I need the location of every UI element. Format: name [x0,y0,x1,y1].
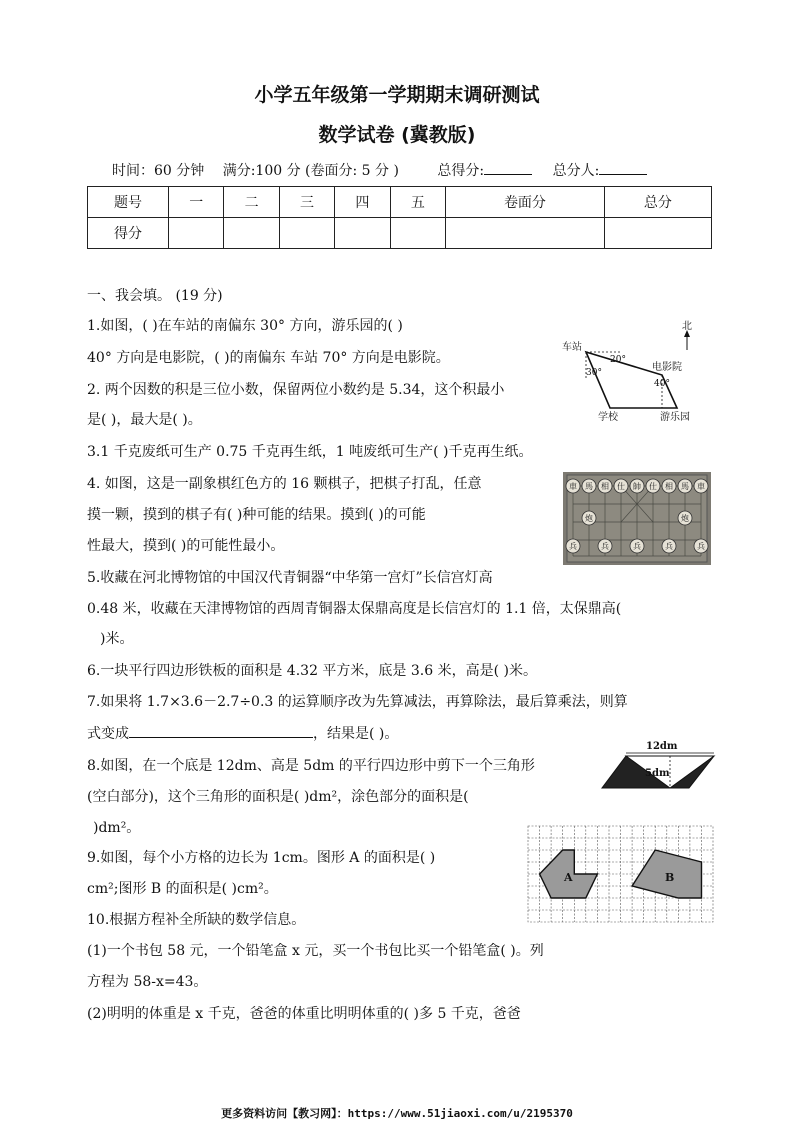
scorer-label: 总分人: [552,163,600,179]
question-9-line-1: 9.如图，每个小方格的边长为 1cm。图形 A 的面积是( ) [87,850,436,866]
question-2-line-2: 是( )，最大是( )。 [87,412,202,428]
question-4-line-2: 摸一颗，摸到的棋子有( )种可能的结果。摸到( )的可能 [87,507,426,523]
question-10-1-line-2: 方程为 58-x=43。 [87,974,208,990]
chess-piece-label: 仕 [617,482,625,491]
chess-piece-label: 馬 [681,482,689,491]
question-2-line-1: 2. 两个因数的积是三位小数，保留两位小数约是 5.34，这个积最小 [87,382,505,398]
table-header-cell: 卷面分 [446,187,605,218]
exam-full-score: 满分:100 分 (卷面分: 5 分 ) [222,163,399,179]
question-9-line-2: cm²;图形 B 的面积是( )cm²。 [87,881,278,897]
chess-piece-label: 炮 [585,514,593,523]
answer-underline[interactable] [129,723,313,738]
table-header-cell: 五 [390,187,445,218]
question-7-line-1: 7.如果将 1.7×3.6－2.7÷0.3 的运算顺序改为先算减法，再算除法，最后算乘法，则算 [87,694,628,710]
angle-20-label: 20° [610,355,626,365]
angle-30-label: 30° [586,368,602,378]
chess-piece-label: 仕 [649,482,657,491]
chess-piece-label: 炮 [681,514,689,523]
chess-piece-label: 車 [569,482,577,491]
height-label: 5dm [645,768,670,779]
direction-map-figure [562,320,712,425]
table-header-cell: 二 [224,187,279,218]
question-5-line-1: 5.收藏在河北博物馆的中国汉代青铜器“中华第一宫灯”长信宫灯高 [87,570,493,586]
score-cell[interactable] [446,218,605,249]
question-3: 3.1 千克废纸可生产 0.75 千克再生纸，1 吨废纸可生产( )千克再生纸。 [87,444,533,460]
shape-a-label: A [564,871,573,884]
chess-piece-label: 車 [697,482,705,491]
chess-piece-label: 兵 [665,542,673,551]
score-table-header-row [88,187,712,218]
score-cell[interactable] [169,218,224,249]
question-4-line-1: 4. 如图，这是一副象棋红色方的 16 颗棋子，把棋子打乱，任意 [87,476,482,492]
question-8-line-3: )dm²。 [93,820,141,836]
question-6: 6.一块平行四边形铁板的面积是 4.32 平方米，底是 3.6 米，高是( )米。 [87,663,537,679]
score-row-label: 得分 [88,218,169,249]
base-label: 12dm [646,741,678,752]
parallelogram-figure [600,738,718,792]
score-cell[interactable] [279,218,334,249]
scorer-blank [599,160,647,175]
question-8-line-1: 8.如图，在一个底是 12dm、高是 5dm 的平行四边形中剪下一个三角形 [87,758,535,774]
question-7-prefix: 式变成 [87,726,129,742]
grid-figure [527,825,714,923]
park-label: 游乐园 [660,412,690,423]
chess-piece-label: 兵 [569,542,577,551]
school-label: 学校 [598,412,618,423]
chess-piece-label: 相 [665,482,673,491]
table-header-cell: 三 [279,187,334,218]
total-score-label: 总得分: [437,163,485,179]
score-table [87,186,712,249]
table-header-cell: 总分 [604,187,711,218]
shape-b-label: B [665,871,675,884]
station-label: 车站 [562,342,582,353]
question-8-line-2: (空白部分)，这个三角形的面积是( )dm²，涂色部分的面积是( [87,789,469,805]
exam-meta [112,160,661,180]
chess-board-figure [563,472,711,565]
section-heading: 一、我会填。 (19 分) [87,288,223,304]
score-cell[interactable] [390,218,445,249]
exam-time: 时间：60 分钟 [112,163,205,179]
footer-link[interactable]: 更多资料访问【教习网】：https://www.51jiaoxi.com/u/2195370 [221,1107,573,1120]
score-table-score-row [88,218,712,249]
chess-piece-label: 兵 [633,542,641,551]
question-1-line-1: 1.如图，( )在车站的南偏东 30° 方向，游乐园的( ) [87,318,403,334]
page-subtitle: 数学试卷 (冀教版) [318,124,476,146]
question-10-2-line-1: (2)明明的体重是 x 千克，爸爸的体重比明明体重的( )多 5 千克，爸爸 [87,1006,521,1022]
page-title: 小学五年级第一学期期末调研测试 [254,84,540,106]
table-header-cell: 题号 [88,187,169,218]
chess-piece-label: 兵 [601,542,609,551]
angle-40-label: 40° [654,379,670,389]
question-10-1-line-1: (1)一个书包 58 元，一个铅笔盒 x 元，买一个书包比买一个铅笔盒( )。列 [87,943,544,959]
north-label: 北 [682,321,692,332]
chess-piece-label: 兵 [697,542,705,551]
table-header-cell: 一 [169,187,224,218]
question-4-line-3: 性最大，摸到( )的可能性最小。 [87,538,285,554]
chess-piece-label: 馬 [585,482,593,491]
total-score-blank [484,160,532,175]
question-5-line-3: )米。 [100,631,134,647]
chess-piece-label: 帥 [633,482,641,491]
score-cell[interactable] [335,218,390,249]
question-7-line-2 [87,723,398,744]
chess-piece-label: 相 [601,482,609,491]
question-7-suffix: ，结果是( )。 [313,726,399,742]
score-cell[interactable] [224,218,279,249]
question-10: 10.根据方程补全所缺的数学信息。 [87,912,306,928]
chess-top-row [566,479,708,493]
cinema-label: 电影院 [652,362,682,373]
score-cell[interactable] [604,218,711,249]
question-5-line-2: 0.48 米，收藏在天津博物馆的西周青铜器太保鼎高度是长信宫灯的 1.1 倍，太保鼎高( [87,601,622,617]
table-header-cell: 四 [335,187,390,218]
question-1-line-2: 40° 方向是电影院，( )的南偏东 车站 70° 方向是电影院。 [87,350,450,366]
